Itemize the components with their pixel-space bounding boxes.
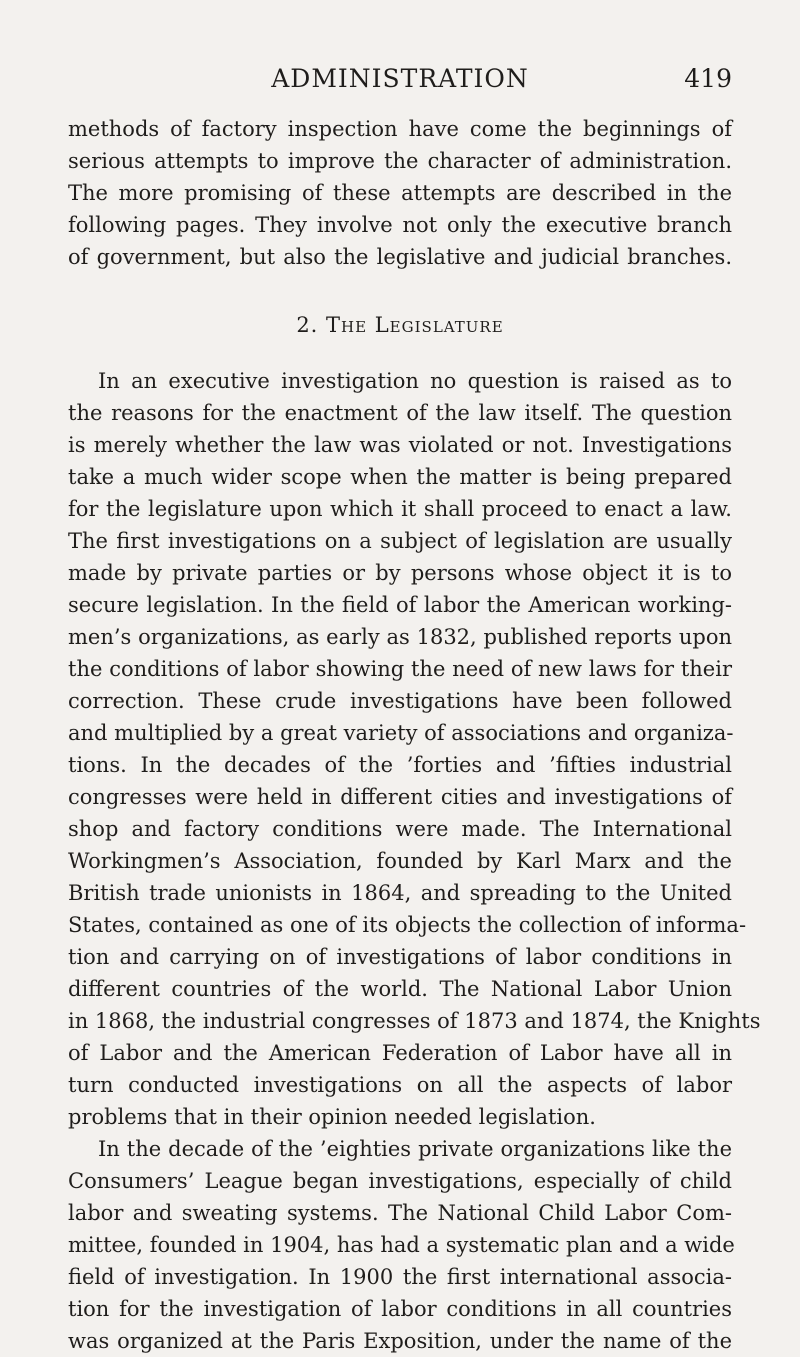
paragraph	[68, 1133, 735, 1357]
text-line: problems that in their opinion needed legislation.	[68, 1105, 596, 1129]
text-line: shop and factory conditions were made. The International	[68, 817, 732, 841]
section-heading: 2. The Legislature	[296, 313, 504, 337]
text-line: made by private parties or by persons whose object it is to	[68, 561, 732, 585]
text-line: the conditions of labor showing the need of new laws for their	[68, 657, 732, 681]
text-line: secure legislation. In the field of labor the American working-	[68, 593, 732, 617]
text-line: Consumers’ League began investigations, especially of child	[68, 1169, 732, 1193]
text-line: congresses were held in different cities and investigations of	[68, 785, 732, 809]
text-line: Workingmen’s Association, founded by Karl Marx and the	[68, 849, 732, 873]
text-line: in 1868, the industrial congresses of 1873 and 1874, the Knights	[68, 1009, 761, 1033]
text-line: tions. In the decades of the ’forties and ’fifties industrial	[68, 753, 732, 777]
text-line: of government, but also the legislative and judicial branches.	[68, 245, 732, 269]
text-line: British trade unionists in 1864, and spreading to the United	[68, 881, 732, 905]
text-line: following pages. They involve not only the executive branch	[68, 213, 732, 237]
text-line: different countries of the world. The National Labor Union	[68, 977, 732, 1001]
text-line: methods of factory inspection have come the beginnings of	[68, 117, 732, 141]
running-head-title: ADMINISTRATION	[271, 64, 529, 93]
page-number: 419	[684, 64, 732, 93]
text-line: In the decade of the ’eighties private organizations like the	[98, 1137, 732, 1161]
running-head	[68, 62, 732, 106]
text-line: The first investigations on a subject of legislation are usually	[68, 529, 732, 553]
text-line: turn conducted investigations on all the aspects of labor	[68, 1073, 732, 1097]
text-line: correction. These crude investigations have been followed	[68, 689, 732, 713]
text-line: men’s organizations, as early as 1832, published reports upon	[68, 625, 732, 649]
text-line: States, contained as one of its objects the collection of informa-	[68, 913, 747, 937]
paragraph	[68, 113, 732, 273]
paragraph	[68, 365, 761, 1133]
text-line: and multiplied by a great variety of associations and organiza-	[68, 721, 734, 745]
text-line: was organized at the Paris Exposition, under the name of the	[68, 1329, 732, 1353]
text-line: In an executive investigation no question is raised as to	[98, 369, 732, 393]
text-line: labor and sweating systems. The National Child Labor Com-	[68, 1201, 732, 1225]
text-line: serious attempts to improve the character of administration.	[68, 149, 732, 173]
text-line: tion and carrying on of investigations of labor conditions in	[68, 945, 732, 969]
text-line: the reasons for the enactment of the law itself. The question	[68, 401, 732, 425]
text-line: field of investigation. In 1900 the first international associa-	[68, 1265, 732, 1289]
text-line: of Labor and the American Federation of Labor have all in	[68, 1041, 732, 1065]
text-line: The more promising of these attempts are described in the	[68, 181, 732, 205]
text-line: is merely whether the law was violated or not. Investigations	[68, 433, 732, 457]
text-line: for the legislature upon which it shall proceed to enact a law.	[68, 497, 732, 521]
text-line: take a much wider scope when the matter is being prepared	[68, 465, 732, 489]
body-text	[68, 113, 761, 1357]
text-line: mittee, founded in 1904, has had a systematic plan and a wide	[68, 1233, 735, 1257]
text-line: tion for the investigation of labor conditions in all countries	[68, 1297, 732, 1321]
